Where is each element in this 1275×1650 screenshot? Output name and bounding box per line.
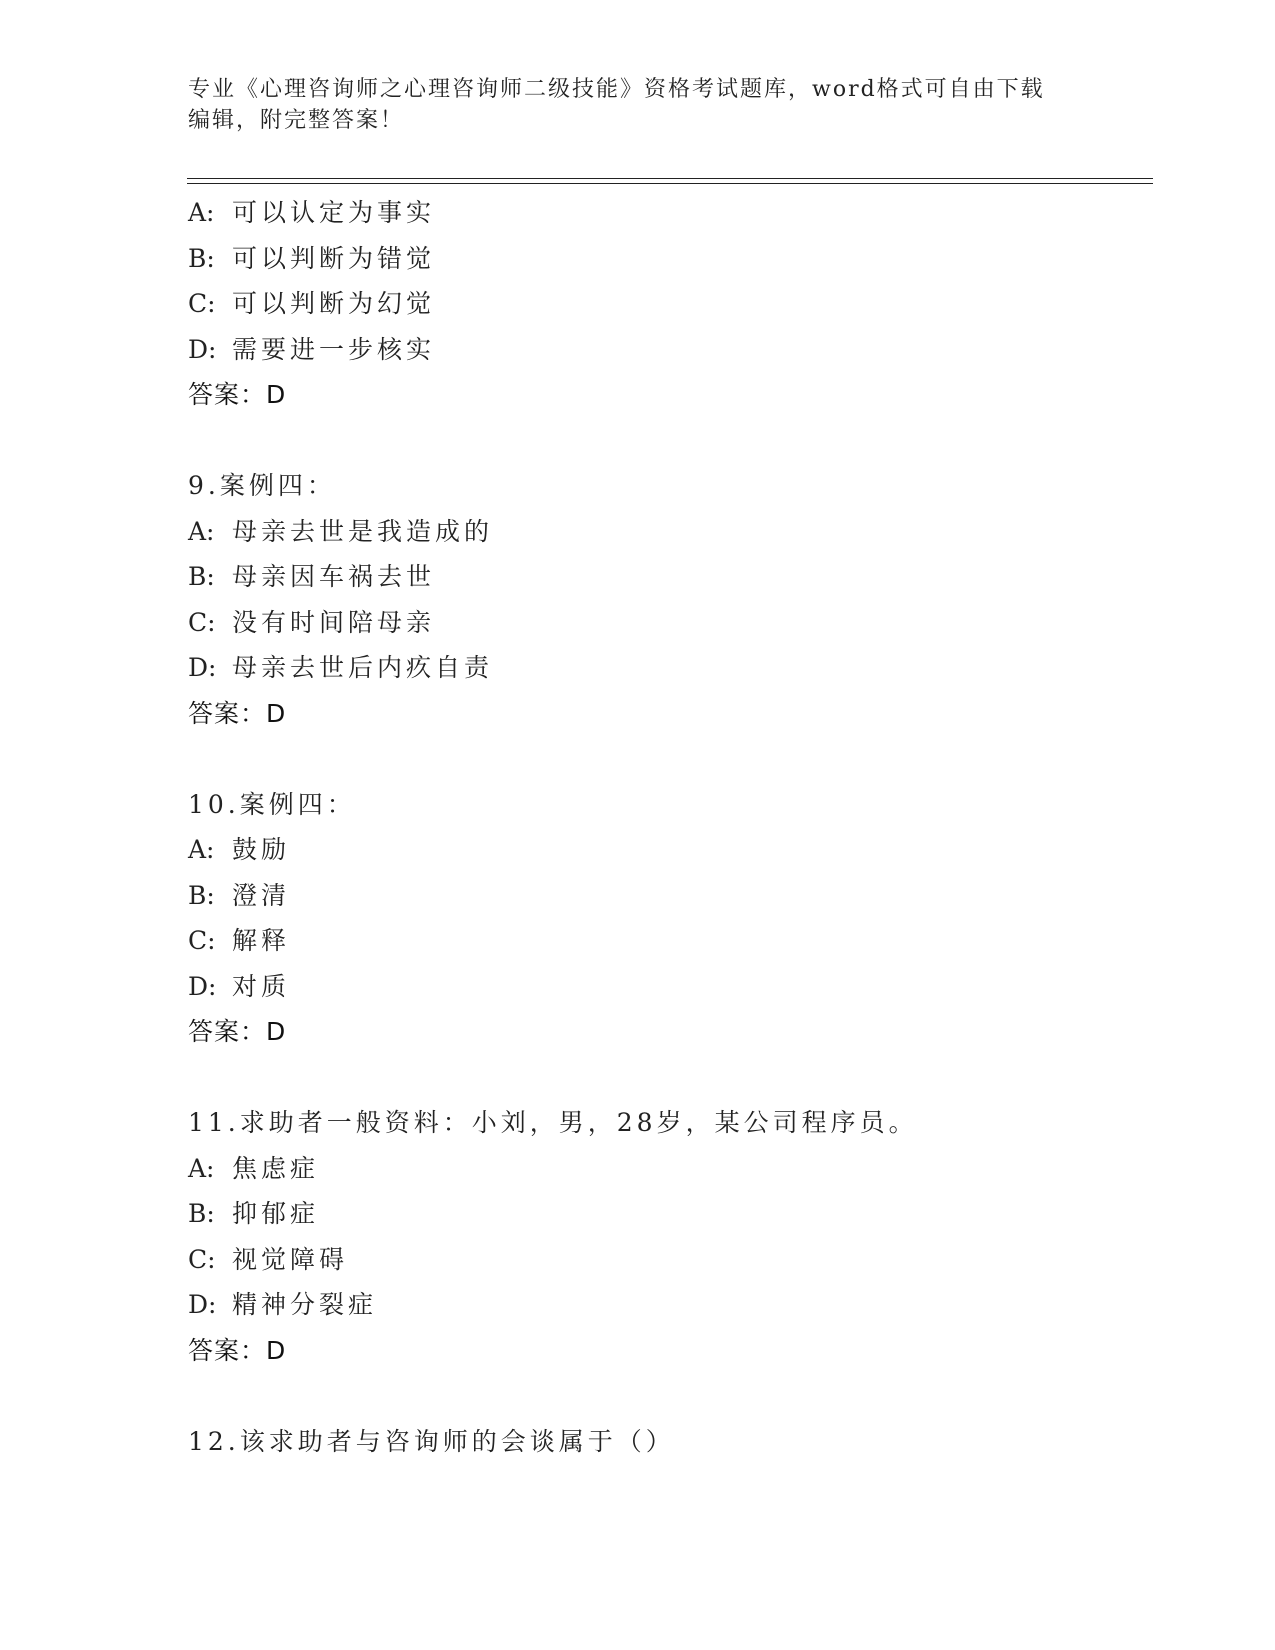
answer-line: 答案：D — [188, 698, 287, 728]
option-a — [188, 509, 1148, 555]
option-letter: D: — [188, 971, 217, 1001]
option-a — [188, 1146, 1148, 1192]
question-title: 9.案例四： — [188, 471, 336, 500]
option-text: 对质 — [232, 971, 291, 1001]
option-letter: A: — [188, 835, 215, 864]
option-b — [188, 236, 1148, 282]
option-letter: A: — [188, 1153, 215, 1183]
option-text: 抑郁症 — [232, 1199, 320, 1228]
option-text: 视觉障碍 — [232, 1244, 349, 1274]
option-a — [188, 827, 1148, 873]
question-spacer — [188, 418, 1148, 464]
option-c — [188, 281, 1148, 327]
option-letter: B: — [188, 1199, 215, 1228]
option-c — [188, 1237, 1148, 1283]
answer-line: 答案：D — [188, 380, 287, 409]
question-block — [188, 1100, 1148, 1373]
option-d — [188, 1282, 1148, 1328]
option-letter: B: — [188, 243, 215, 273]
answer-line: 答案：D — [188, 1335, 287, 1365]
header-line-1: 专业《心理咨询师之心理咨询师二级技能》资格考试题库，word格式可自由下载 — [188, 77, 1045, 102]
option-letter: B: — [188, 880, 215, 910]
option-d — [188, 645, 1148, 691]
option-text: 澄清 — [232, 880, 291, 910]
question-spacer — [188, 736, 1148, 782]
option-text: 可以判断为幻觉 — [232, 289, 436, 318]
option-letter: A: — [188, 516, 215, 546]
option-letter: D: — [188, 334, 217, 364]
question-list — [188, 190, 1148, 1464]
option-letter: D: — [188, 1290, 217, 1319]
header-line-2: 编辑，附完整答案！ — [188, 108, 405, 133]
option-b — [188, 873, 1148, 919]
header-divider-bottom — [187, 183, 1153, 184]
option-c — [188, 918, 1148, 964]
question-block — [188, 463, 1148, 736]
option-text: 解释 — [232, 926, 291, 955]
option-d — [188, 327, 1148, 373]
option-b — [188, 554, 1148, 600]
option-text: 需要进一步核实 — [232, 334, 436, 364]
option-text: 精神分裂症 — [232, 1290, 378, 1319]
option-text: 鼓励 — [232, 835, 291, 864]
header-divider-top — [187, 178, 1153, 179]
option-letter: C: — [188, 289, 216, 318]
question-block — [188, 190, 1148, 418]
option-letter: A: — [188, 198, 215, 227]
option-text: 母亲因车祸去世 — [232, 562, 436, 591]
document-header — [188, 74, 1068, 136]
option-text: 焦虑症 — [232, 1153, 320, 1183]
question-title: 11.求助者一般资料：小刘，男，28岁，某公司程序员。 — [188, 1108, 918, 1137]
question-block — [188, 782, 1148, 1055]
option-text: 可以认定为事实 — [232, 198, 436, 227]
option-b — [188, 1191, 1148, 1237]
option-text: 母亲去世是我造成的 — [232, 516, 494, 546]
question-spacer — [188, 1373, 1148, 1419]
option-letter: D: — [188, 653, 217, 682]
question-block — [188, 1419, 1148, 1465]
option-text: 没有时间陪母亲 — [232, 607, 436, 637]
option-d — [188, 964, 1148, 1010]
question-spacer — [188, 1055, 1148, 1101]
option-c — [188, 600, 1148, 646]
option-letter: B: — [188, 562, 215, 591]
option-text: 可以判断为错觉 — [232, 243, 436, 273]
option-letter: C: — [188, 926, 216, 955]
question-title: 12.该求助者与咨询师的会谈属于（） — [188, 1426, 675, 1456]
option-text: 母亲去世后内疚自责 — [232, 653, 494, 682]
option-a — [188, 190, 1148, 236]
answer-line: 答案：D — [188, 1017, 287, 1046]
option-letter: C: — [188, 1244, 216, 1274]
question-title: 10.案例四： — [188, 789, 356, 819]
option-letter: C: — [188, 607, 216, 637]
